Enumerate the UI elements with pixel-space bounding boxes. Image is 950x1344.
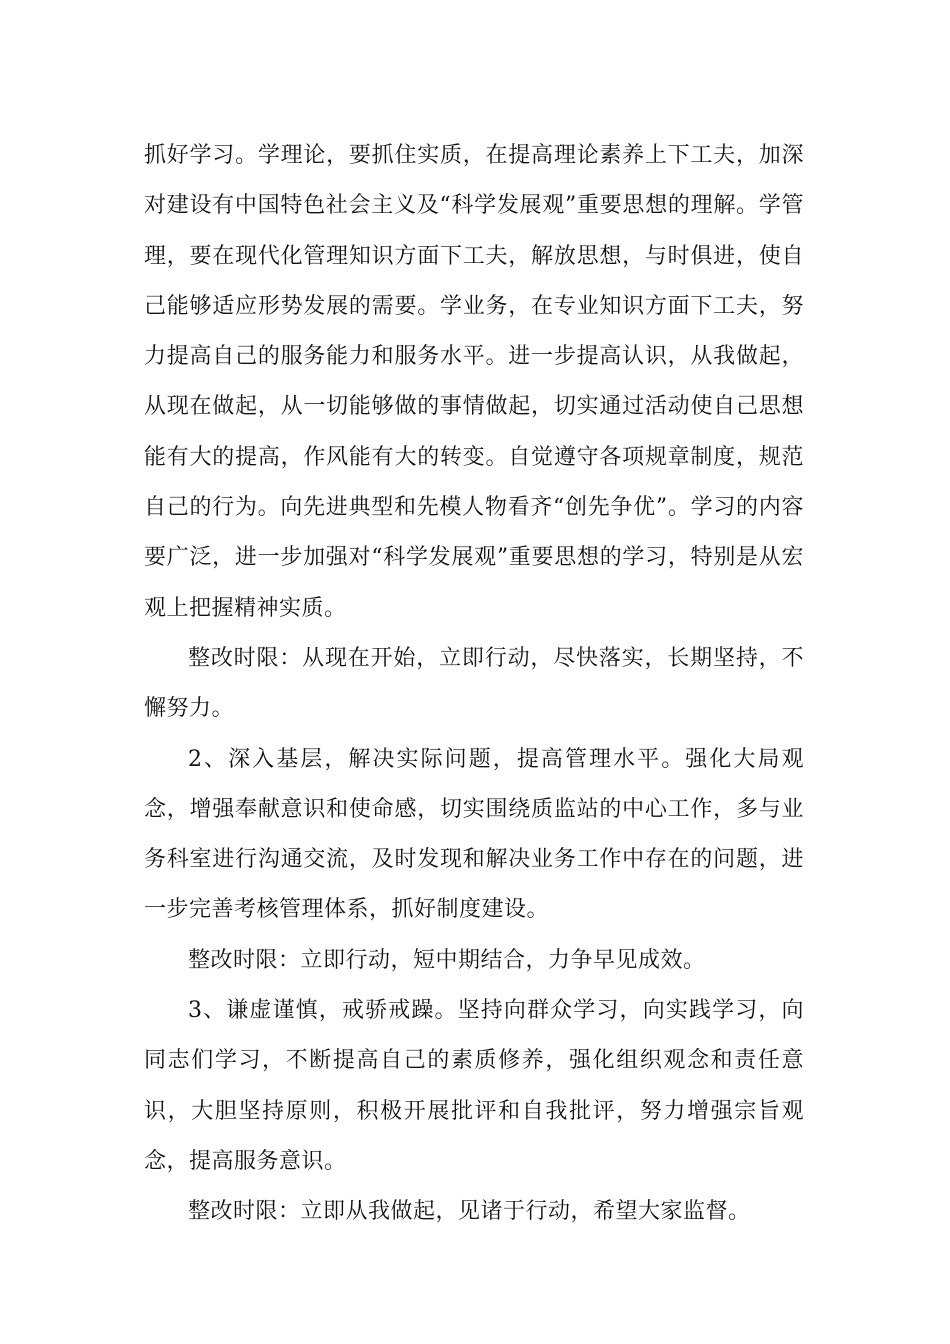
paragraph-item-3: 3、谦虚谨慎，戒骄戒躁。坚持向群众学习，向实践学习，向同志们学习，不断提高自己的素质修养，强化组织观念和责任意识，大胆坚持原则，积极开展批评和自我批评，努力增强宗旨观念，提高服务意识。 — [144, 998, 804, 1174]
document-body — [144, 131, 804, 1238]
paragraph-item-2: 2、深入基层，解决实际问题，提高管理水平。强化大局观念，增强奉献意识和使命感，切实围绕质监站的中心工作，多与业务科室进行沟通交流，及时发现和解决业务工作中存在的问题，进一步完善考核管理体系，抓好制度建设。 — [144, 746, 804, 923]
paragraph-deadline-1: 整改时限：从现在开始，立即行动，尽快落实，长期坚持，不懈努力。 — [144, 645, 804, 722]
paragraph-deadline-2: 整改时限：立即行动，短中期结合，力争早见成效。 — [188, 947, 706, 973]
paragraph-study: 抓好学习。学理论，要抓住实质，在提高理论素养上下工夫，加深对建设有中国特色社会主义及“科学发展观”重要思想的理解。学管理，要在现代化管理知识方面下工夫，解放思想，与时俱进，使自己能够适应形势发展的需要。学业务，在专业知识方面下工夫，努力提高自己的服务能力和服务水平。进一步提高认识，从我做起，从现在做起，从一切能够做的事情做起，切实通过活动使自己思想能有大的提高，作风能有大的转变。自觉遵守各项规章制度，规范自己的行为。向先进典型和先模人物看齐“创先争优”。学习的内容要广泛，进一步加强对“科学发展观”重要思想的学习，特别是从宏观上把握精神实质。 — [144, 143, 804, 621]
paragraph-deadline-3: 整改时限：立即从我做起，见诸于行动，希望大家监督。 — [188, 1199, 751, 1225]
